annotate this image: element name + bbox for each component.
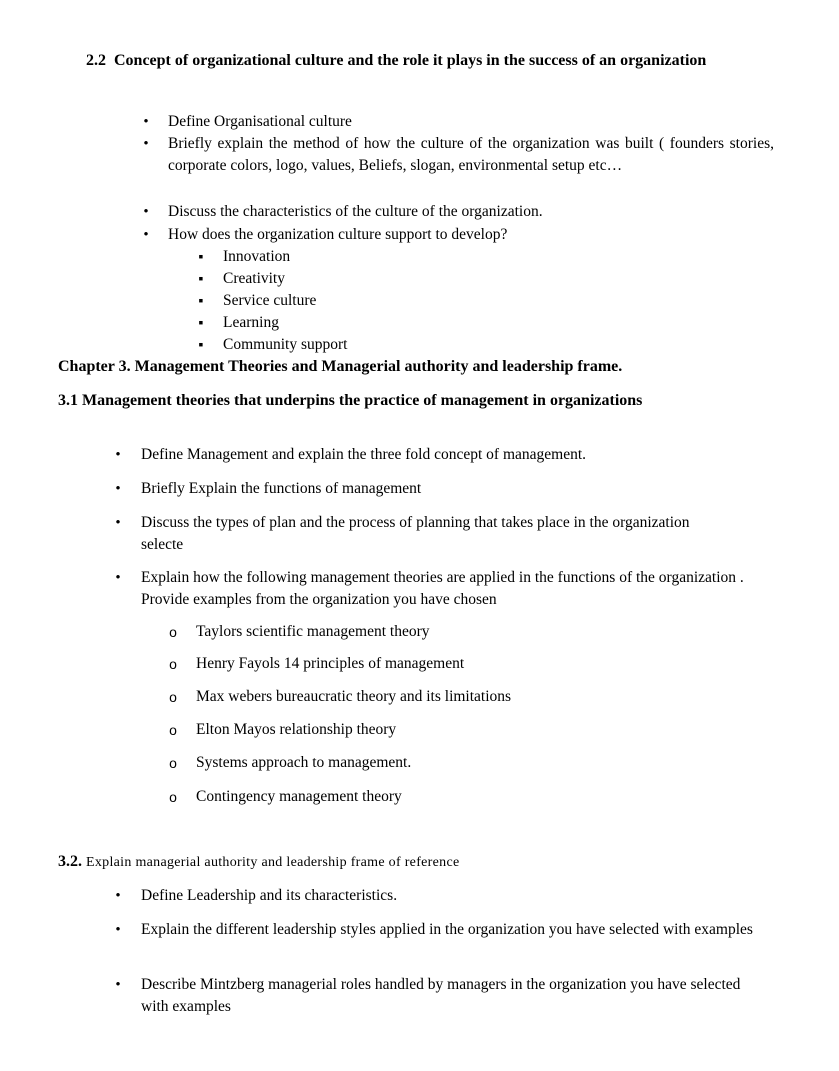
list-item: Henry Fayols 14 principles of management <box>196 655 465 672</box>
square-bullet-icon <box>195 268 207 291</box>
section-3-2-title: Explain managerial authority and leadership frame of reference <box>86 855 460 870</box>
circle-bullet-icon <box>167 653 179 676</box>
square-bullet-icon <box>195 334 207 357</box>
list-item: Innovation <box>223 248 291 265</box>
bullet-icon <box>112 478 124 500</box>
list-item: Creativity <box>223 270 285 287</box>
list-item: Service culture <box>223 292 317 309</box>
list-item: Describe Mintzberg managerial roles handled by managers in the organization you have selected with examples <box>141 976 741 1015</box>
section-2-2-heading <box>86 51 776 71</box>
circle-bullet-icon <box>167 786 179 809</box>
list-item: Explain the different leadership styles applied in the organization you have selected with examples <box>141 921 753 938</box>
bullet-icon <box>112 919 124 941</box>
list-item: Max webers bureaucratic theory and its limitations <box>196 688 512 705</box>
list-item: How does the organization culture support to develop? <box>168 226 508 243</box>
bullet-icon <box>112 444 124 466</box>
circle-bullet-icon <box>167 752 179 775</box>
square-bullet-icon <box>195 312 207 335</box>
square-bullet-icon <box>195 290 207 313</box>
list-item: Explain how the following management theories are applied in the functions of the organization . Provide examples from the organization you have chosen <box>141 569 744 608</box>
list-item: Learning <box>223 314 279 331</box>
list-item: Define Organisational culture <box>168 113 352 130</box>
section-3-2-number: 3.2. <box>58 853 82 870</box>
list-item: Systems approach to management. <box>196 754 412 771</box>
list-item: Taylors scientific management theory <box>196 623 430 640</box>
bullet-icon <box>112 974 124 996</box>
bullet-icon <box>112 512 124 534</box>
chapter-3-heading: Chapter 3. Management Theories and Managerial authority and leadership frame. <box>58 358 623 375</box>
list-item: Contingency management theory <box>196 788 402 805</box>
section-3-2-heading <box>58 852 758 873</box>
bullet-icon <box>140 133 152 155</box>
list-item: Discuss the characteristics of the culture of the organization. <box>168 203 543 220</box>
circle-bullet-icon <box>167 621 179 644</box>
list-item: Discuss the types of plan and the process of planning that takes place in the organization selecte <box>141 514 690 553</box>
list-item: Define Management and explain the three fold concept of management. <box>141 446 587 463</box>
list-item: Briefly Explain the functions of management <box>141 480 422 497</box>
bullet-icon <box>112 567 124 589</box>
square-bullet-icon <box>195 246 207 269</box>
list-item: Elton Mayos relationship theory <box>196 721 397 738</box>
circle-bullet-icon <box>167 719 179 742</box>
bullet-icon <box>140 111 152 133</box>
list-item: Define Leadership and its characteristics. <box>141 887 398 904</box>
circle-bullet-icon <box>167 686 179 709</box>
list-item: Briefly explain the method of how the culture of the organization was built ( founders stories, corporate colors, logo, values, Beliefs, slogan, environmental setup etc… <box>168 135 774 174</box>
bullet-icon <box>112 885 124 907</box>
section-2-2-title: Concept of organizational culture and the role it plays in the success of an organization <box>114 52 707 69</box>
section-3-1-heading: 3.1 Management theories that underpins the practice of management in organizations <box>58 392 643 409</box>
section-2-2-number: 2.2 <box>86 52 106 69</box>
bullet-icon <box>140 224 152 246</box>
bullet-icon <box>140 201 152 223</box>
list-item: Community support <box>223 336 348 353</box>
